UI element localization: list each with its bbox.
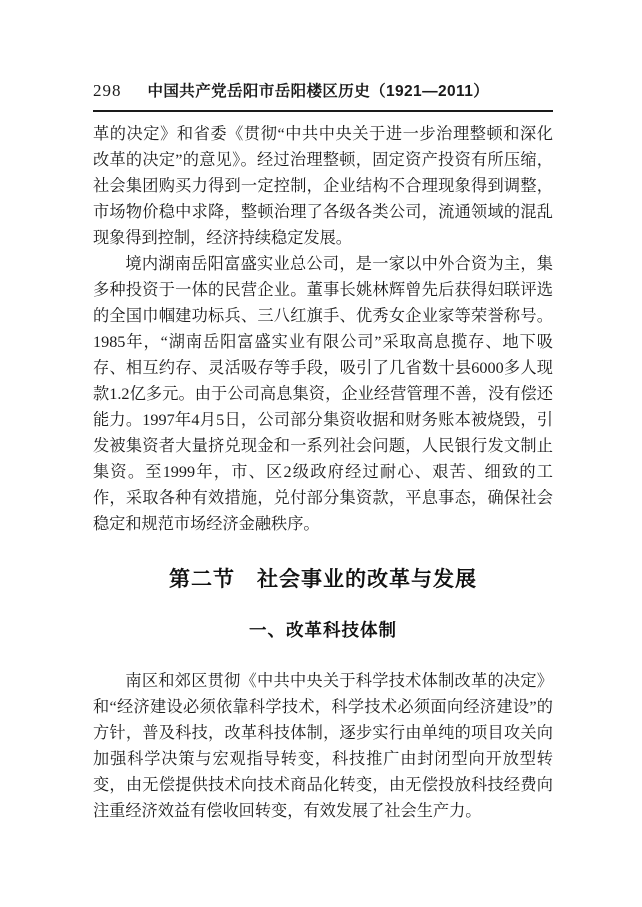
paragraph-science-reform: 南区和郊区贯彻《中共中央关于科学技术体制改革的决定》和“经济建设必须依靠科学技术，科学技术必须面向经济建设”的方针，普及科技，改革科技体制，逐步实行由单纯的项目攻关向加强科学决策与宏观指导转变，科技推广由封闭型向开放型转变，由无偿提供技术向技术商品化转变，由无偿投放科技经费向注重经济效益有偿收回转变，有效发展了社会生产力。 (93, 672, 553, 820)
page-number: 298 (93, 81, 122, 100)
running-header (93, 79, 553, 112)
section-heading: 第二节 社会事业的改革与发展 (169, 568, 477, 591)
paragraph-fusheng-company: 境内湖南岳阳富盛实业总公司，是一家以中外合资为主，集多种投资于一体的民营企业。董事长姚林辉曾先后获得妇联评选的全国巾帼建功标兵、三八红旗手、优秀女企业家等荣誉称号。1985年，“湖南岳阳富盛实业有限公司”采取高息揽存、地下吸存、相互约存、灵活吸存等手段，吸引了几省数十县6000多人现款1.2亿多元。由于公司高息集资，企业经营管理不善，没有偿还能力。1997年4月5日，公司部分集资收据和财务账本被烧毁，引发被集资者大量挤兑现金和一系列社会问题，人民银行发文制止集资。至1999年，市、区2级政府经过耐心、艰苦、细致的工作，采取各种有效措施，兑付部分集资款，平息事态，确保社会稳定和规范市场经济金融秩序。 (93, 255, 553, 533)
paragraph-continuation: 革的决定》和省委《贯彻“中共中央关于进一步治理整顿和深化改革的决定”的意见》。经过治理整顿，固定资产投资有所压缩，社会集团购买力得到一定控制，企业结构不合理现象得到调整，市场物价稳中求降，整顿治理了各级各类公司，流通领域的混乱现象得到控制，经济持续稳定发展。 (93, 125, 553, 247)
subsection-heading: 一、改革科技体制 (249, 620, 397, 640)
page-body (93, 121, 553, 824)
running-title: 中国共产党岳阳市岳阳楼区历史（1921—2011） (147, 83, 490, 100)
